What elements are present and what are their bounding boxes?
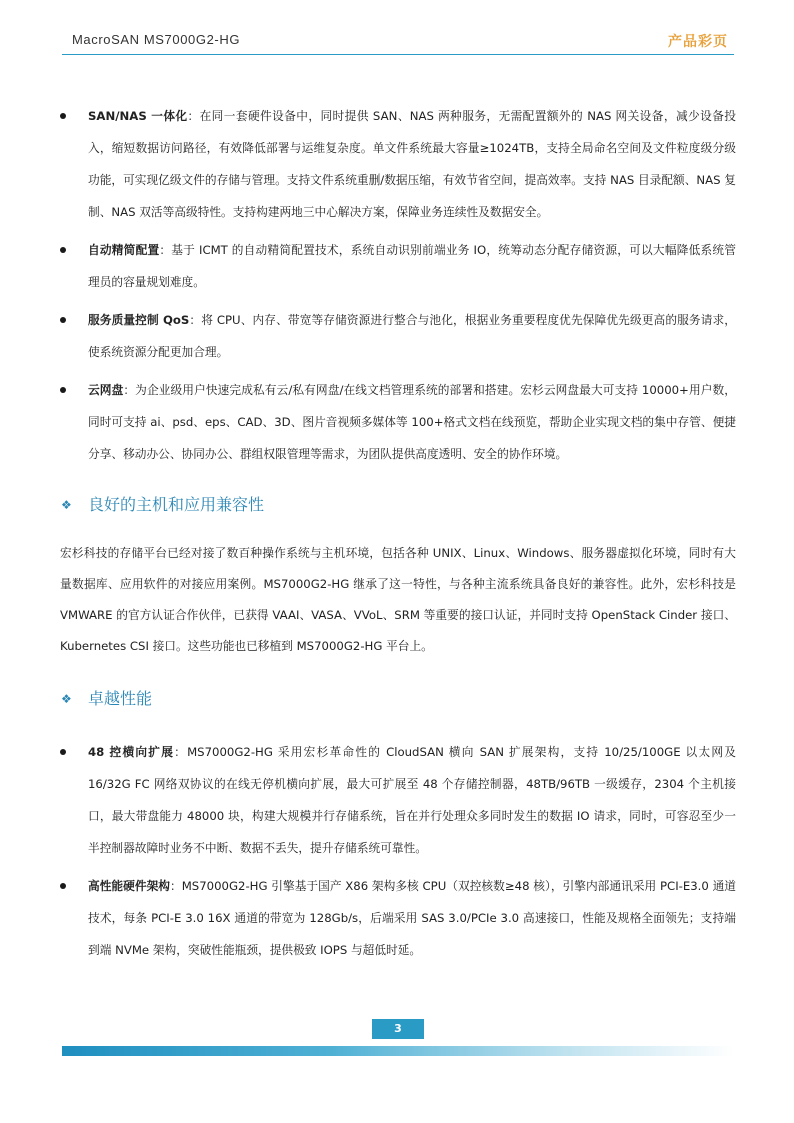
compatibility-paragraph: 宏杉科技的存储平台已经对接了数百种操作系统与主机环境，包括各种 UNIX、Linux、Windows、服务器虚拟化环境，同时有大量数据库、应用软件的对接应用案例。MS7000G2-HG 继承了这一特性，与各种主流系统具备良好的兼容性。此外，宏杉科技是 VMWARE 的官方认证合作伙伴，已获得 VAAI、VASA、VVoL、SRM 等重要的接口认证，并同时支持 OpenStack Cinder 接口、Kubernetes CSI 接口。这些功能也已移植到 MS7000G2-HG 平台上。 [60,546,736,653]
bullet-dot-icon [60,247,66,253]
page-header [62,28,734,55]
feature-term: 自动精简配置 [88,243,160,257]
bullet-dot-icon [60,317,66,323]
bullet-dot-icon [60,113,66,119]
feature-text: 在同一套硬件设备中，同时提供 SAN、NAS 两种服务，无需配置额外的 NAS 网关设备，减少设备投入，缩短数据访问路径，有效降低部署与运维复杂度。单文件系统最大容量≥1024TB，支持全局命名空间及文件粒度级分级功能，可实现亿级文件的存储与管理。支持文件系统重删/数据压缩，有效节省空间，提高效率。支持 NAS 目录配额、NAS 复制、NAS 双活等高级特性。支持构建两地三中心解决方案，保障业务连续性及数据安全。 [88,109,736,219]
document-title: MacroSAN MS7000G2-HG [72,32,241,47]
footer-gradient-bar [62,1046,734,1056]
feature-list-top [60,100,736,470]
bullet-dot-icon [60,387,66,393]
feature-term: 服务质量控制 QoS [88,313,190,327]
diamond-cluster-icon: ❖ [61,692,72,706]
feature-term: 高性能硬件架构 [88,879,170,893]
feature-term: SAN/NAS 一体化 [88,109,188,123]
list-item: 自动精简配置：基于 ICMT 的自动精简配置技术，系统自动识别前端业务 IO，统筹动态分配存储资源，可以大幅降低系统管理员的容量规划难度。 [60,234,736,298]
feature-list-performance [60,736,736,966]
feature-text: 基于 ICMT 的自动精简配置技术，系统自动识别前端业务 IO，统筹动态分配存储资源，可以大幅降低系统管理员的容量规划难度。 [88,243,736,289]
page-content [60,100,736,966]
section-heading-performance: ❖ 卓越性能 [60,686,736,712]
bullet-dot-icon [60,749,66,755]
feature-text: 为企业级用户快速完成私有云/私有网盘/在线文档管理系统的部署和搭建。宏杉云网盘最大可支持 10000+用户数，同时可支持 ai、psd、eps、CAD、3D、图片音视频多媒体等 100+格式文档在线预览，帮助企业实现文档的集中存管、便捷分享、移动办公、协同办公、群组权限管理等需求，为团队提供高度透明、安全的协作环境。 [88,383,736,461]
list-item: 云网盘：为企业级用户快速完成私有云/私有网盘/在线文档管理系统的部署和搭建。宏杉云网盘最大可支持 10000+用户数，同时可支持 ai、psd、eps、CAD、3D、图片音视频多媒体等 100+格式文档在线预览，帮助企业实现文档的集中存管、便捷分享、移动办公、协同办公、群组权限管理等需求，为团队提供高度透明、安全的协作环境。 [60,374,736,470]
feature-text: 将 CPU、内存、带宽等存储资源进行整合与池化，根据业务重要程度优先保障优先级更高的服务请求，使系统资源分配更加合理。 [88,313,736,359]
list-item: 服务质量控制 QoS：将 CPU、内存、带宽等存储资源进行整合与池化，根据业务重要程度优先保障优先级更高的服务请求，使系统资源分配更加合理。 [60,304,736,368]
list-item: SAN/NAS 一体化：在同一套硬件设备中，同时提供 SAN、NAS 两种服务，无需配置额外的 NAS 网关设备，减少设备投入，缩短数据访问路径，有效降低部署与运维复杂度。单文件系统最大容量≥1024TB，支持全局命名空间及文件粒度级分级功能，可实现亿级文件的存储与管理。支持文件系统重删/数据压缩，有效节省空间，提高效率。支持 NAS 目录配额、NAS 复制、NAS 双活等高级特性。支持构建两地三中心解决方案，保障业务连续性及数据安全。 [60,100,736,228]
list-item: 48 控横向扩展：MS7000G2-HG 采用宏杉革命性的 CloudSAN 横向 SAN 扩展架构，支持 10/25/100GE 以太网及 16/32G FC 网络双协议的在线无停机横向扩展，最大可扩展至 48 个存储控制器，48TB/96TB 一级缓存，2304 个主机接口，最大带盘能力 48000 块，构建大规模并行存储系统，旨在并行处理众多同时发生的数据 IO 请求，同时，可容忍至少一半控制器故障时业务不中断、数据不丢失，提升存储系统可靠性。 [60,736,736,864]
feature-term: 云网盘 [88,383,124,397]
diamond-cluster-icon: ❖ [61,498,72,512]
feature-term: 48 控横向扩展 [88,745,175,759]
section-heading-compatibility: ❖ 良好的主机和应用兼容性 [60,492,736,518]
feature-text: MS7000G2-HG 采用宏杉革命性的 CloudSAN 横向 SAN 扩展架构，支持 10/25/100GE 以太网及 16/32G FC 网络双协议的在线无停机横向扩展，最大可扩展至 48 个存储控制器，48TB/96TB 一级缓存，2304 个主机接口，最大带盘能力 48000 块，构建大规模并行存储系统，旨在并行处理众多同时发生的数据 IO 请求，同时，可容忍至少一半控制器故障时业务不中断、数据不丢失，提升存储系统可靠性。 [88,745,736,855]
bullet-dot-icon [60,883,66,889]
feature-text: MS7000G2-HG 引擎基于国产 X86 架构多核 CPU（双控核数≥48 核），引擎内部通讯采用 PCI-E3.0 通道技术，每条 PCI-E 3.0 16X 通道的带宽为 128Gb/s，后端采用 SAS 3.0/PCIe 3.0 高速接口，性能及规格全面领先；支持端到端 NVMe 架构，突破性能瓶颈，提供极致 IOPS 与超低时延。 [88,879,736,957]
list-item: 高性能硬件架构：MS7000G2-HG 引擎基于国产 X86 架构多核 CPU（双控核数≥48 核），引擎内部通讯采用 PCI-E3.0 通道技术，每条 PCI-E 3.0 16X 通道的带宽为 128Gb/s，后端采用 SAS 3.0/PCIe 3.0 高速接口，性能及规格全面领先；支持端到端 NVMe 架构，突破性能瓶颈，提供极致 IOPS 与超低时延。 [60,870,736,966]
page-number: 3 [372,1019,424,1039]
document-tag: 产品彩页 [668,34,728,50]
